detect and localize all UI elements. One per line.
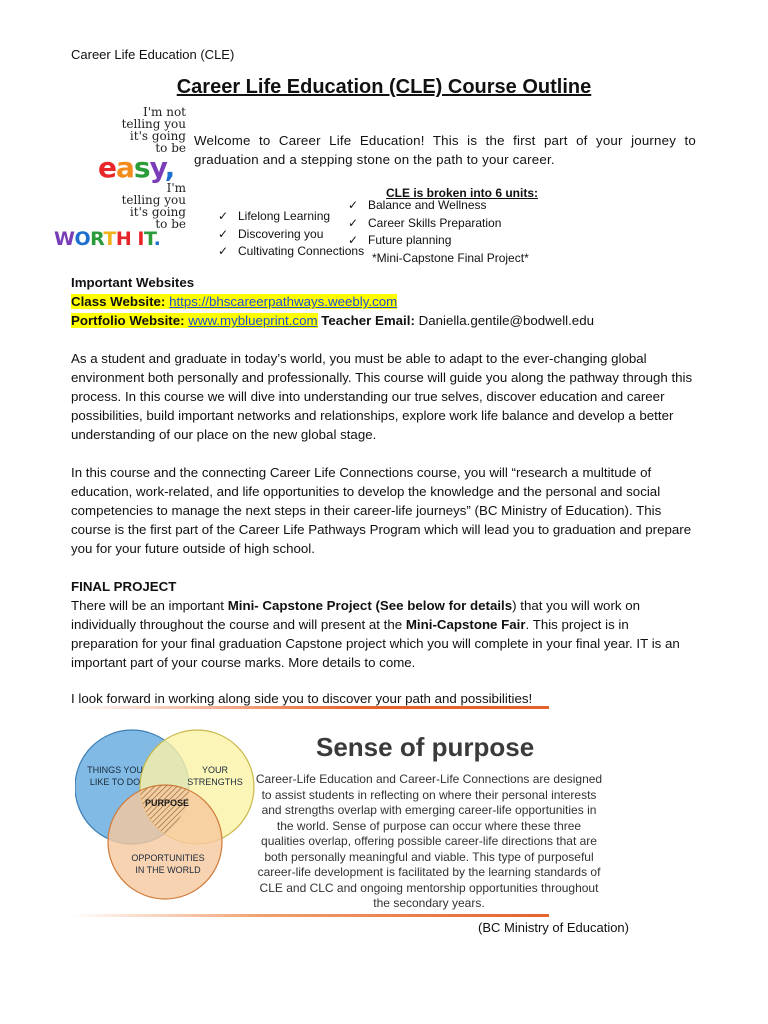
venn-label-purpose: PURPOSE [144, 798, 190, 808]
class-website-row [71, 292, 696, 311]
poster-easy: easy, [98, 151, 175, 184]
class-website-label: Class Website: [71, 294, 166, 309]
teacher-email-label: Teacher Email: [321, 313, 415, 328]
poster-line: to be [155, 217, 186, 231]
list-item: ✓ Discovering you [218, 226, 364, 244]
poster-line: telling you [121, 193, 186, 207]
units-list-right [348, 197, 501, 250]
venn-label-strengths-2: STRENGTHS [187, 777, 243, 787]
poster-worth-it: WORTH IT. [54, 228, 161, 250]
class-website-link[interactable]: https://bhscareerpathways.weebly.com [169, 294, 398, 309]
venn-label-opportunities-1: OPPORTUNITIES [131, 853, 205, 863]
units-list-left [218, 208, 364, 261]
list-item: ✓ Future planning [348, 232, 501, 250]
checkmark-icon: ✓ [218, 244, 229, 258]
citation: (BC Ministry of Education) [478, 920, 629, 935]
motivational-poster [54, 105, 186, 250]
websites-heading: Important Websites [71, 275, 195, 290]
websites-section [71, 273, 696, 330]
list-item: ✓ Cultivating Connections [218, 243, 364, 261]
checkmark-icon: ✓ [348, 198, 359, 212]
list-item: ✓ Balance and Wellness [348, 197, 501, 215]
intro-paragraph: As a student and graduate in today’s world, you must be able to adapt to the ever-changing global environment both personally and professionally. This course will guide you along the pathway through this process. In this course we will dive into understanding our true selves, discover education and career possibilities, build important networks and relationships, explore work life balance and develop a better understanding of our place on the new global stage. [71, 351, 693, 442]
portfolio-website-link[interactable]: www.myblueprint.com [188, 313, 318, 328]
poster-line: it's going [129, 205, 186, 219]
document-header: Career Life Education (CLE) [71, 47, 235, 62]
closing-text: I look forward in working along side you to discover your path and possibilities! [71, 691, 533, 706]
venn-label-things-2: LIKE TO DO [89, 777, 141, 787]
sense-of-purpose-text: Career-Life Education and Career-Life Connections are designed to assist students in reflecting on where their personal interests and strengths overlap with emerging career-life opportunities in the world. Sense of purpose can occur where these three qualities overlap, offering possible career-life directions that are both personally meaningful and viable. This type of purposeful career-life development is facilitated by the learning standards of CLE and CLC and ongoing mentorship opportunities throughout the secondary years. [255, 772, 603, 910]
portfolio-website-label: Portfolio Website: [71, 313, 185, 328]
portfolio-row [71, 311, 696, 330]
poster-line: I'm not [142, 105, 186, 119]
final-project-heading: FINAL PROJECT [71, 579, 177, 594]
venn-diagram [75, 724, 255, 912]
checkmark-icon: ✓ [218, 209, 229, 223]
poster-line: telling you [121, 117, 186, 131]
units-heading: CLE is broken into 6 units: [386, 186, 539, 200]
list-item: ✓ Career Skills Preparation [348, 215, 501, 233]
checkmark-icon: ✓ [348, 233, 359, 247]
venn-label-things-1: THINGS YOU [87, 765, 143, 775]
welcome-text: Welcome to Career Life Education! This is the first part of your journey to graduation and a stepping stone on the path to your career. [194, 133, 696, 167]
poster-line: to be [155, 141, 186, 155]
divider [71, 914, 549, 917]
list-item: ✓ Lifelong Learning [218, 208, 364, 226]
venn-label-strengths-1: YOUR [201, 765, 229, 775]
venn-label-opportunities-2: IN THE WORLD [135, 865, 201, 875]
capstone-note: *Mini-Capstone Final Project* [372, 251, 529, 265]
poster-line: I'm [166, 181, 186, 195]
final-project-section [71, 577, 696, 672]
checkmark-icon: ✓ [348, 215, 359, 230]
final-project-text: There will be an important Mini- Capstone Project (See below for details) that you will work on individually throughout the course and will present at the Mini-Capstone Fair. This project is in preparation for your final graduation Capstone project which you will complete in your final year. IT is an important part of your course marks. More details to come. [71, 598, 680, 670]
divider [71, 706, 549, 709]
teacher-email[interactable]: Daniella.gentile@bodwell.edu [418, 313, 594, 328]
sense-of-purpose-title: Sense of purpose [316, 732, 535, 762]
page-title: Career Life Education (CLE) Course Outline [176, 76, 592, 98]
checkmark-icon: ✓ [218, 226, 229, 241]
course-paragraph: In this course and the connecting Career Life Connections course, you will “research a multitude of education, work-related, and life opportunities to develop the knowledge and the personal and social competencies to manage the next steps in their career-life journeys” (BC Ministry of Education). This course is the first part of the Career Life Pathways Program which will lead you to graduation and prepare you for your future outside of high school. [71, 465, 692, 556]
poster-line: it's going [129, 129, 186, 143]
